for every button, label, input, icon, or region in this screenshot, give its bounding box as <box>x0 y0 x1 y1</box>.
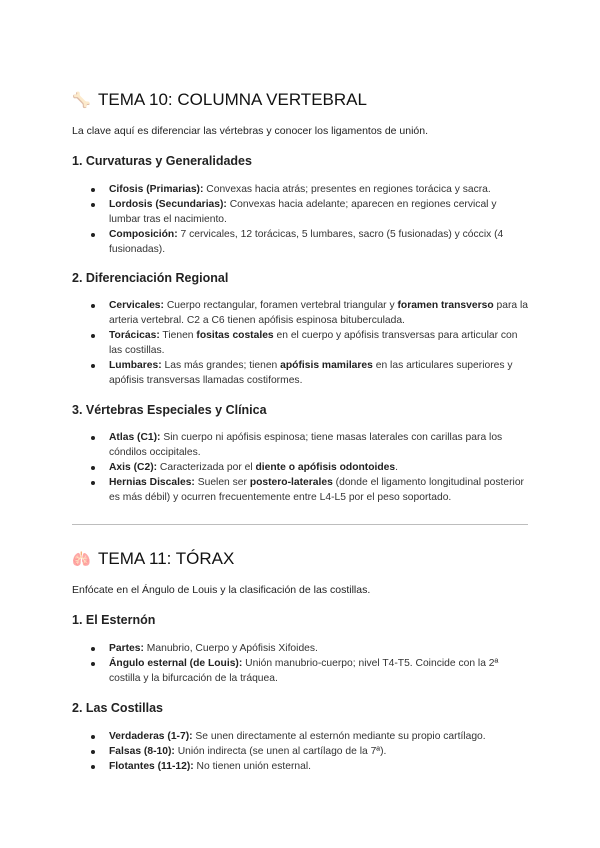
list-item: Ángulo esternal (de Louis): Unión manubrio-cuerpo; nivel T4-T5. Coincide con la 2ª costilla y la bifurcación de la tráquea. <box>72 656 528 686</box>
list-item: Cifosis (Primarias): Convexas hacia atrás; presentes en regiones torácica y sacra. <box>72 182 528 197</box>
tema10-section2-list <box>72 298 528 388</box>
tema11-title-text: TEMA 11: TÓRAX <box>98 549 235 568</box>
tema10-section3-heading: 3. Vértebras Especiales y Clínica <box>72 403 267 417</box>
tema11-section2-heading: 2. Las Costillas <box>72 701 164 715</box>
tema11-intro: Enfócate en el Ángulo de Louis y la clasificación de las costillas. <box>72 584 371 596</box>
tema11-section1-heading: 1. El Esternón <box>72 613 156 627</box>
tema10-section1-heading: 1. Curvaturas y Generalidades <box>72 154 252 168</box>
tema10-section3-list <box>72 430 528 505</box>
list-item: Torácicas: Tienen fositas costales en el cuerpo y apófisis transversas para articular con las costillas. <box>72 328 528 358</box>
section-divider <box>72 524 528 525</box>
list-item: Verdaderas (1-7): Se unen directamente al esternón mediante su propio cartílago. <box>72 729 528 744</box>
list-item: Composición: 7 cervicales, 12 torácicas, 5 lumbares, sacro (5 fusionadas) y cóccix (4 fusionadas). <box>72 227 528 257</box>
tema10-section1-list <box>72 182 528 257</box>
tema10-section2-heading: 2. Diferenciación Regional <box>72 271 229 285</box>
list-item: Cervicales: Cuerpo rectangular, foramen vertebral triangular y foramen transverso para la arteria vertebral. C2 a C6 tienen apófisis espinosa bituberculada. <box>72 298 528 328</box>
list-item: Atlas (C1): Sin cuerpo ni apófisis espinosa; tiene masas laterales con carillas para los cóndilos occipitales. <box>72 430 528 460</box>
list-item: Falsas (8-10): Unión indirecta (se unen al cartílago de la 7ª). <box>72 744 528 759</box>
list-item: Axis (C2): Caracterizada por el diente o apófisis odontoides. <box>72 460 528 475</box>
tema10-title <box>72 90 367 110</box>
list-item: Hernias Discales: Suelen ser postero-laterales (donde el ligamento longitudinal posterior es más débil) y ocurren frecuentemente entre L4-L5 por el peso soportado. <box>72 475 528 505</box>
tema11-section2-list <box>72 729 528 774</box>
tema11-title <box>72 549 234 569</box>
list-item: Flotantes (11-12): No tienen unión esternal. <box>72 759 528 774</box>
list-item: Lordosis (Secundarias): Convexas hacia adelante; aparecen en regiones cervical y lumbar tras el nacimiento. <box>72 197 528 227</box>
list-item: Partes: Manubrio, Cuerpo y Apófisis Xifoides. <box>72 641 528 656</box>
tema10-title-text: TEMA 10: COLUMNA VERTEBRAL <box>98 90 367 109</box>
lungs-icon: 🫁 <box>72 551 91 568</box>
tema10-intro: La clave aquí es diferenciar las vértebras y conocer los ligamentos de unión. <box>72 125 429 137</box>
list-item: Lumbares: Las más grandes; tienen apófisis mamilares en las articulares superiores y apófisis transversas llamadas costiformes. <box>72 358 528 388</box>
tema11-section1-list <box>72 641 528 686</box>
bone-icon: 🦴 <box>72 92 91 109</box>
